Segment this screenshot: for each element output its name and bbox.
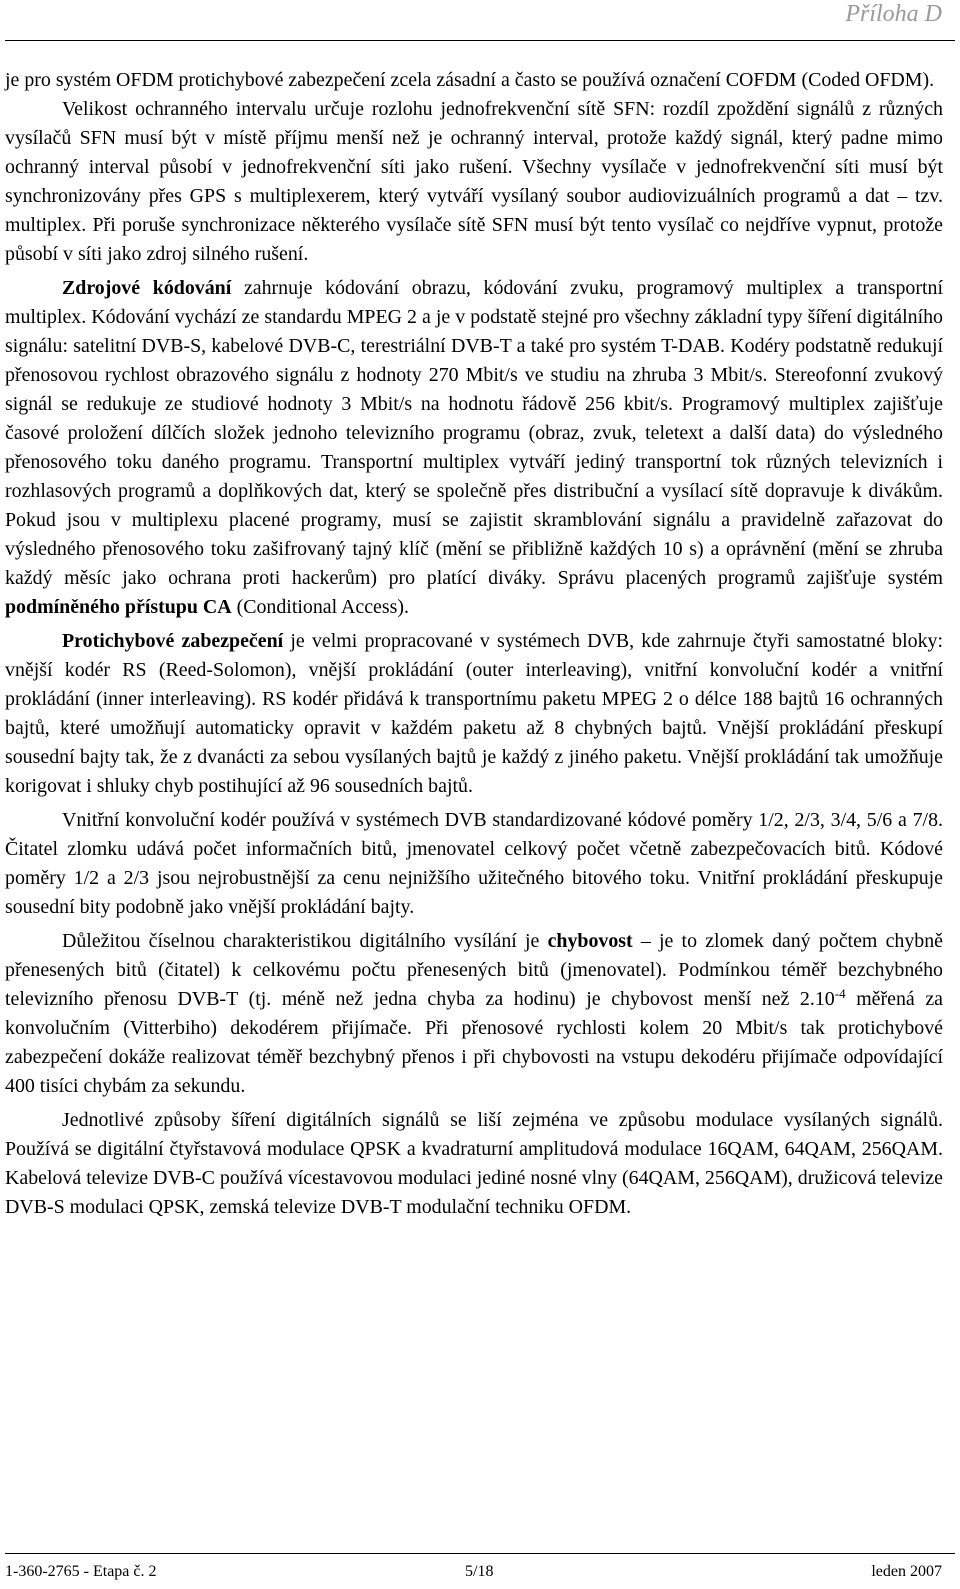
paragraph-p2: [5, 95, 943, 269]
paragraph-p7: [5, 1106, 943, 1222]
footer-page-number: 5/18: [465, 1563, 494, 1580]
footer-divider: [5, 1553, 955, 1554]
footer-document-id: 1-360-2765 - Etapa č. 2: [5, 1563, 157, 1580]
text-run: – je to zlomek daný počtem chybně přenesených bitů (čitatel) k celkovému počtu přenesených bitů (jmenovatel). Podmínkou téměř bezchybného televizního přenosu DVB-T (tj. méně než jedna chyba za hodinu) je chybovost menší než 2.10: [5, 930, 944, 1010]
footer-date: leden 2007: [871, 1563, 942, 1580]
bold-term: Protichybové zabezpečení: [62, 630, 284, 652]
exponent: -4: [834, 986, 846, 1001]
page-footer: [5, 1560, 942, 1584]
text-run: Jednotlivé způsoby šíření digitálních signálů se liší zejména ve způsobu modulace vysílaných signálů. Používá se digitální čtyřstavová modulace QPSK a kvadraturní amplitudová modulace 16QAM, 64QAM, 256QAM. Kabelová televize DVB-C používá vícestavovou modulaci jediné nosné vlny (64QAM, 256QAM), družicová televize DVB-S modulaci QPSK, zemská televize DVB-T modulační techniku OFDM.: [5, 1109, 943, 1218]
document-body: [5, 66, 943, 1222]
paragraph-p5: [5, 806, 943, 922]
text-run: je pro systém OFDM protichybové zabezpečení zcela zásadní a často se používá označení COFDM (Coded OFDM).: [5, 69, 935, 91]
page-header-title: Příloha D: [845, 1, 942, 27]
bold-term: chybovost: [547, 930, 633, 952]
text-run: Vnitřní konvoluční kodér používá v systémech DVB standardizované kódové poměry 1/2, 2/3, 3/4, 5/6 a 7/8. Čitatel zlomku udává počet informačních bitů, jmenovatel celkový počet včetně zabezpečovacích bitů. Kódové poměry 1/2 a 2/3 jsou nejrobustnější za cenu nejnižšího užitečného bitového toku. Vnitřní prokládání přeskupuje sousední bity podobně jako vnější prokládání bajty.: [5, 809, 943, 918]
bold-term: podmíněného přístupu CA: [5, 596, 232, 618]
bold-term: Zdrojové kódování: [62, 277, 232, 299]
text-run: Velikost ochranného intervalu určuje rozlohu jednofrekvenční sítě SFN: rozdíl zpoždění signálů z různých vysílačů SFN musí být v místě příjmu menší než je ochranný interval, protože každý signál, který padne mimo ochranný interval působí v jednofrekvenční síti jako rušení. Všechny vysílače v jednofrekvenční síti musí být synchronizovány přes GPS s multiplexerem, který vytváří vysílaný soubor audiovizuálních programů a dat – tzv. multiplex. Při poruše synchronizace některého vysílače sítě SFN musí být tento vysílač co nejdříve vypnut, protože působí v síti jako zdroj silného rušení.: [5, 98, 943, 265]
text-run: Důležitou číselnou charakteristikou digitálního vysílání je: [62, 930, 548, 952]
text-run: zahrnuje kódování obrazu, kódování zvuku, programový multiplex a transportní multiplex. Kódování vychází ze standardu MPEG 2 a je v podstatě stejné pro všechny základní typy šíření digitálního signálu: satelitní DVB-S, kabelové DVB-C, terestriální DVB-T a také pro systém T-DAB. Kodéry podstatně redukují přenosovou rychlost obrazového signálu z hodnoty 270 Mbit/s ve studiu na zhruba 3 Mbit/s. Stereofonní zvukový signál se redukuje ze studiové hodnoty 3 Mbit/s na hodnotu řádově 256 kbit/s. Programový multiplex zajišťuje časové proložení dílčích složek jednoho televizního programu (obraz, zvuk, teletext a další data) do výsledného přenosového toku daného programu. Transportní multiplex vytváří jediný transportní tok různých televizních i rozhlasových programů a doplňkových dat, který se společně přes distribuční a vysílací sítě dopravuje k divákům. Pokud jsou v multiplexu placené programy, musí se zajistit skramblování signálu a pravidelně zařazovat do výsledného přenosového toku zašifrovaný tajný klíč (mění se přibližně každých 10 s) a oprávnění (mění se zhruba každý měsíc jako ochrana proti hackerům) pro platící diváky. Správu placených programů zajišťuje systém: [5, 277, 943, 589]
paragraph-p4: [5, 627, 943, 801]
text-run: měřená za konvolučním (Vitterbiho) dekodérem přijímače. Při přenosové rychlosti kolem 20 Mbit/s tak protichybové zabezpečení dokáže realizovat téměř bezchybný přenos i při chybovosti na vstupu dekodéru přijímače odpovídající 400 tisíci chybám za sekundu.: [5, 988, 943, 1097]
paragraph-p6: [5, 927, 943, 1101]
text-run: je velmi propracované v systémech DVB, kde zahrnuje čtyři samostatné bloky: vnější kodér RS (Reed-Solomon), vnější prokládání (outer interleaving), vnitřní konvoluční kodér a vnitřní prokládání (inner interleaving). RS kodér přidává k transportnímu paketu MPEG 2 o délce 188 bajtů 16 ochranných bajtů, které umožňují automaticky opravit v každém paketu až 8 chybných bajtů. Vnější prokládání přeskupí sousední bajty tak, že z dvanácti za sebou vysílaných bajtů je každý z jiného paketu. Vnější prokládání tak umožňuje korigovat i shluky chyb postihující až 96 sousedních bajtů.: [5, 630, 943, 797]
paragraph-p1: [5, 66, 943, 95]
header-divider: [5, 40, 955, 41]
text-run: (Conditional Access).: [231, 596, 409, 618]
paragraph-p3: [5, 274, 943, 622]
